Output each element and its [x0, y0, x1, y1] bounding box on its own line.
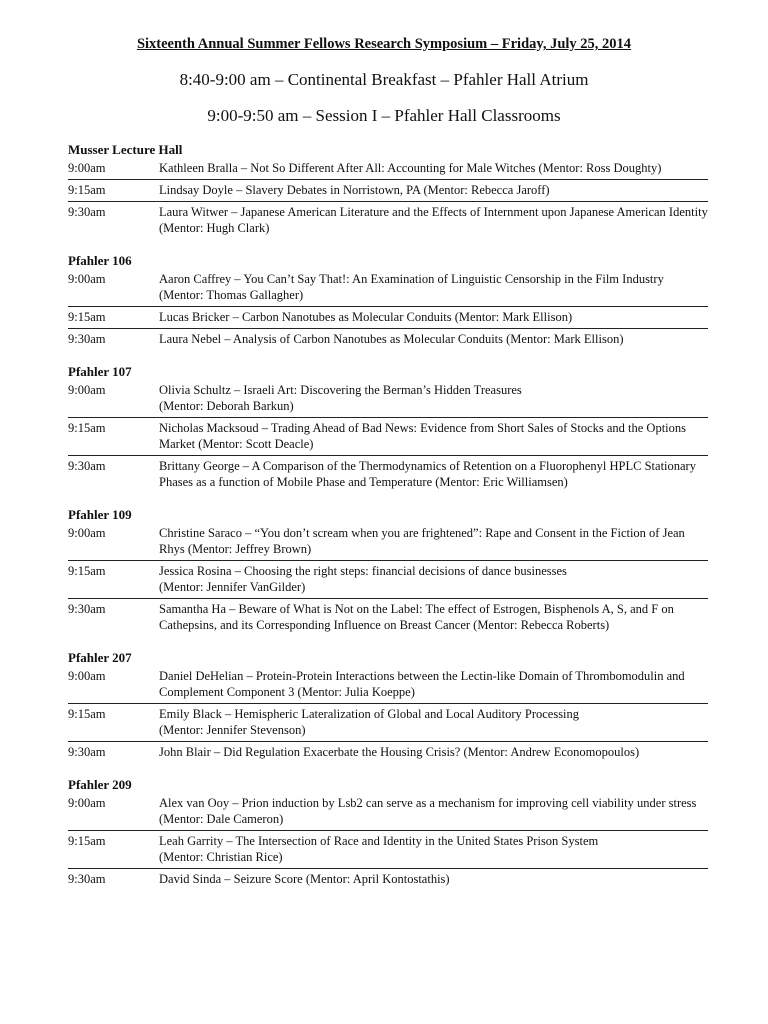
time-slot: 9:15am [68, 564, 106, 578]
time-slot: 9:00am [68, 272, 106, 286]
time-slot: 9:00am [68, 161, 106, 175]
room-heading: Pfahler 207 [68, 650, 132, 665]
time-slot: 9:00am [68, 669, 106, 683]
presentation-description: David Sinda – Seizure Score (Mentor: April Kontostathis) [159, 872, 450, 886]
time-slot: 9:30am [68, 332, 106, 346]
presentation-description: Emily Black – Hemispheric Lateralization of Global and Local Auditory Processing (Mentor: Jennifer Stevenson) [159, 707, 580, 737]
schedule-row [68, 523, 708, 561]
schedule-row [68, 269, 708, 307]
presentation-description: Kathleen Bralla – Not So Different After All: Accounting for Male Witches (Mentor: Ross Doughty) [159, 161, 662, 175]
room-heading: Pfahler 107 [68, 364, 132, 379]
presentation-description: Laura Nebel – Analysis of Carbon Nanotubes as Molecular Conduits (Mentor: Mark Ellison) [159, 332, 624, 346]
presentation-description: John Blair – Did Regulation Exacerbate the Housing Crisis? (Mentor: Andrew Economopoulos) [159, 745, 640, 759]
schedule-row [68, 869, 708, 890]
room-section [68, 142, 708, 239]
room-heading: Pfahler 106 [68, 253, 132, 268]
presentation-description: Nicholas Macksoud – Trading Ahead of Bad News: Evidence from Short Sales of Stocks and the Options Market (Mentor: Scott Deacle) [159, 421, 687, 451]
time-slot: 9:00am [68, 796, 106, 810]
session-line: 9:00-9:50 am – Session I – Pfahler Hall Classrooms [207, 106, 561, 125]
schedule-row [68, 158, 708, 180]
time-slot: 9:15am [68, 834, 106, 848]
schedule-row [68, 307, 708, 329]
presentation-description: Alex van Ooy – Prion induction by Lsb2 can serve as a mechanism for improving cell viability under stress (Mentor: Dale Cameron) [159, 796, 697, 826]
presentation-description: Brittany George – A Comparison of the Thermodynamics of Retention on a Fluorophenyl HPLC Stationary Phases as a function of Mobile Phase and Temperature (Mentor: Eric Williamsen) [159, 459, 696, 489]
room-heading: Pfahler 109 [68, 507, 132, 522]
presentation-description: Lucas Bricker – Carbon Nanotubes as Molecular Conduits (Mentor: Mark Ellison) [159, 310, 573, 324]
room-section [68, 364, 708, 493]
schedule-row [68, 418, 708, 456]
presentation-description: Aaron Caffrey – You Can’t Say That!: An Examination of Linguistic Censorship in the Film Industry (Mentor: Thomas Gallagher) [159, 272, 664, 302]
schedule-row [68, 831, 708, 869]
schedule-row [68, 329, 708, 350]
breakfast-line: 8:40-9:00 am – Continental Breakfast – Pfahler Hall Atrium [179, 70, 589, 89]
room-section [68, 507, 708, 636]
presentation-description: Leah Garrity – The Intersection of Race and Identity in the United States Prison System (Mentor: Christian Rice) [159, 834, 599, 864]
room-heading: Musser Lecture Hall [68, 142, 183, 157]
time-slot: 9:30am [68, 602, 106, 616]
presentation-description: Olivia Schultz – Israeli Art: Discovering the Berman’s Hidden Treasures (Mentor: Deborah Barkun) [159, 383, 522, 413]
time-slot: 9:15am [68, 707, 106, 721]
time-slot: 9:00am [68, 383, 106, 397]
time-slot: 9:00am [68, 526, 106, 540]
schedule-row [68, 742, 708, 763]
time-slot: 9:30am [68, 872, 106, 886]
presentation-description: Jessica Rosina – Choosing the right steps: financial decisions of dance businesses (Mentor: Jennifer VanGilder) [159, 564, 567, 594]
schedule-row [68, 380, 708, 418]
room-section [68, 777, 708, 890]
room-section [68, 253, 708, 350]
time-slot: 9:15am [68, 310, 106, 324]
presentation-description: Lindsay Doyle – Slavery Debates in Norristown, PA (Mentor: Rebecca Jaroff) [159, 183, 550, 197]
schedule-row [68, 793, 708, 831]
presentation-description: Daniel DeHelian – Protein-Protein Interactions between the Lectin-like Domain of Thrombomodulin and Complement Component 3 (Mentor: Julia Koeppe) [159, 669, 685, 699]
schedule-row [68, 704, 708, 742]
document-title: Sixteenth Annual Summer Fellows Research Symposium – Friday, July 25, 2014 [136, 36, 632, 52]
schedule-row [68, 180, 708, 202]
schedule-row [68, 202, 708, 239]
presentation-description: Samantha Ha – Beware of What is Not on the Label: The effect of Estrogen, Bisphenols A, S, and F on Cathepsins, and its Corresponding Influence on Breast Cancer (Mentor: Rebecca Roberts) [159, 602, 674, 632]
room-section [68, 650, 708, 763]
presentation-description: Laura Witwer – Japanese American Literature and the Effects of Internment upon Japanese American Identity (Mentor: Hugh Clark) [159, 205, 708, 235]
schedule-row [68, 599, 708, 636]
time-slot: 9:30am [68, 459, 106, 473]
time-slot: 9:30am [68, 745, 106, 759]
presentation-description: Christine Saraco – “You don’t scream when you are frightened”: Rape and Consent in the Fiction of Jean Rhys (Mentor: Jeffrey Brown) [159, 526, 685, 556]
room-heading: Pfahler 209 [68, 777, 132, 792]
schedule-row [68, 456, 708, 493]
time-slot: 9:30am [68, 205, 106, 219]
schedule-sections [68, 142, 708, 904]
schedule-row [68, 561, 708, 599]
time-slot: 9:15am [68, 183, 106, 197]
schedule-row [68, 666, 708, 704]
time-slot: 9:15am [68, 421, 106, 435]
